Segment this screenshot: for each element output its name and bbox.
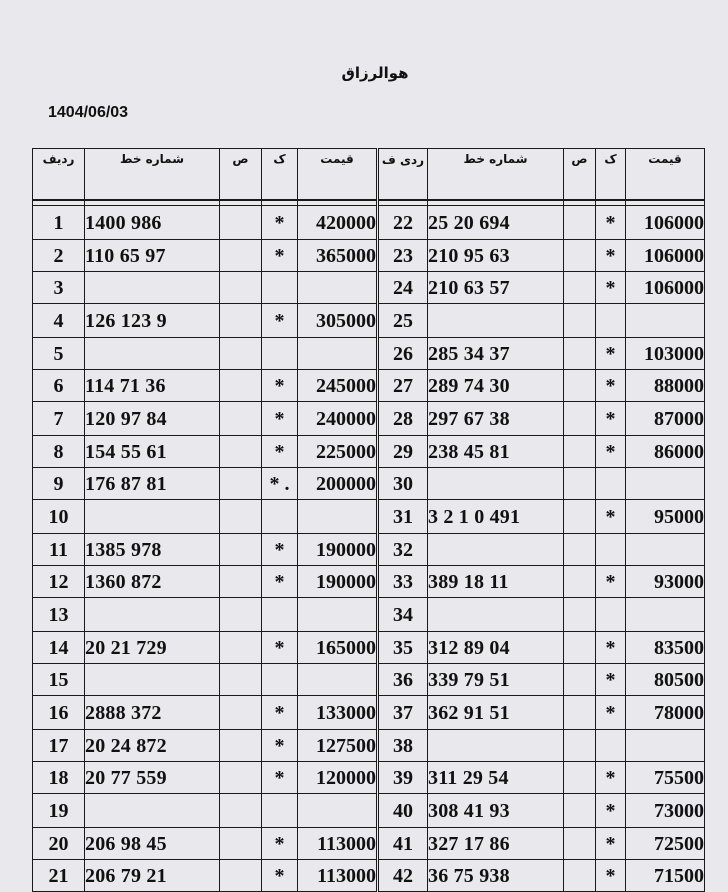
price-right: 88000 [626,370,705,402]
line-number-left: 1385 978 [85,534,220,566]
line-number-right: 289 74 30 [428,370,564,402]
s-cell-left [220,468,262,500]
row-number-right: 32 [378,534,428,566]
row-number-right: 38 [378,730,428,762]
header-k-left: ک [262,149,298,201]
k-mark-right: * [596,566,626,598]
price-right: 75500 [626,762,705,794]
s-cell-left [220,632,262,664]
k-mark-right: * [596,828,626,860]
line-number-left: 20 77 559 [85,762,220,794]
line-number-right: 285 34 37 [428,338,564,370]
k-mark-left: * [262,206,298,240]
line-number-left: 126 123 9 [85,304,220,338]
k-mark-left: * [262,860,298,892]
row-number-left: 19 [33,794,85,828]
s-cell-right [564,500,596,534]
s-cell-right [564,664,596,696]
k-mark-left [262,664,298,696]
document-title: هوالرزاق [341,64,409,82]
s-cell-left [220,794,262,828]
price-right: 106000 [626,272,705,304]
header-price-left: قیمت [298,149,378,201]
line-number-left: 20 24 872 [85,730,220,762]
header-k-right: ک [596,149,626,201]
k-mark-left: * [262,762,298,794]
row-number-right: 34 [378,598,428,632]
line-number-right [428,468,564,500]
price-left: 240000 [298,402,378,436]
row-number-right: 28 [378,402,428,436]
k-mark-left: * [262,696,298,730]
document-date: 1404/06/03 [48,104,129,121]
price-left: 113000 [298,828,378,860]
price-right [626,534,705,566]
s-cell-left [220,402,262,436]
k-mark-right [596,598,626,632]
k-mark-left [262,598,298,632]
table-row [33,730,705,762]
k-mark-left: * [262,240,298,272]
k-mark-left: * [262,566,298,598]
row-number-right: 30 [378,468,428,500]
s-cell-right [564,762,596,794]
line-number-left [85,338,220,370]
line-number-left [85,794,220,828]
line-number-left [85,500,220,534]
price-right: 87000 [626,402,705,436]
table-row [33,860,705,892]
price-left: 133000 [298,696,378,730]
k-mark-left [262,794,298,828]
price-right: 72500 [626,828,705,860]
k-mark-right: * [596,370,626,402]
price-right [626,468,705,500]
price-left: 420000 [298,206,378,240]
table-row [33,762,705,794]
k-mark-right: * [596,402,626,436]
table-row [33,828,705,860]
s-cell-right [564,794,596,828]
row-number-left: 8 [33,436,85,468]
line-number-right: 312 89 04 [428,632,564,664]
line-number-left: 2888 372 [85,696,220,730]
s-cell-right [564,338,596,370]
price-left: 225000 [298,436,378,468]
k-mark-right [596,534,626,566]
row-number-left: 18 [33,762,85,794]
s-cell-left [220,500,262,534]
table-row [33,272,705,304]
line-number-left: 20 21 729 [85,632,220,664]
k-mark-right: * [596,664,626,696]
price-left [298,500,378,534]
row-number-left: 4 [33,304,85,338]
s-cell-left [220,338,262,370]
k-mark-right: * [596,240,626,272]
line-number-right: 311 29 54 [428,762,564,794]
k-mark-left [262,338,298,370]
row-number-right: 39 [378,762,428,794]
row-number-left: 9 [33,468,85,500]
price-left [298,598,378,632]
s-cell-right [564,566,596,598]
row-number-right: 41 [378,828,428,860]
s-cell-right [564,468,596,500]
s-cell-left [220,566,262,598]
s-cell-left [220,730,262,762]
price-left: 127500 [298,730,378,762]
table-row [33,598,705,632]
line-number-right: 339 79 51 [428,664,564,696]
row-number-left: 7 [33,402,85,436]
header-price-right: قیمت [626,149,705,201]
header-s-right: ص [564,149,596,201]
s-cell-left [220,664,262,696]
row-number-right: 37 [378,696,428,730]
line-number-right [428,534,564,566]
price-left: 190000 [298,534,378,566]
k-mark-right: * [596,338,626,370]
row-number-left: 20 [33,828,85,860]
s-cell-left [220,436,262,468]
price-left: 120000 [298,762,378,794]
s-cell-right [564,402,596,436]
price-right: 95000 [626,500,705,534]
price-left [298,338,378,370]
line-number-right: 36 75 938 [428,860,564,892]
s-cell-right [564,240,596,272]
header-line-left: شماره خط [85,149,220,201]
k-mark-right: * [596,794,626,828]
line-number-right: 308 41 93 [428,794,564,828]
s-cell-left [220,762,262,794]
k-mark-left: * [262,402,298,436]
row-number-left: 5 [33,338,85,370]
k-mark-left: * [262,370,298,402]
price-right: 106000 [626,240,705,272]
row-number-right: 35 [378,632,428,664]
row-number-right: 31 [378,500,428,534]
s-cell-left [220,598,262,632]
table-header-row [33,149,705,201]
table-row [33,370,705,402]
row-number-left: 6 [33,370,85,402]
price-right: 93000 [626,566,705,598]
header-row-left: ردیف [33,149,85,201]
k-mark-left [262,272,298,304]
k-mark-left: * [262,730,298,762]
s-cell-left [220,370,262,402]
table-row [33,794,705,828]
line-number-left: 176 87 81 [85,468,220,500]
row-number-right: 26 [378,338,428,370]
s-cell-right [564,632,596,664]
k-mark-right: * [596,860,626,892]
s-cell-left [220,304,262,338]
header-s-left: ص [220,149,262,201]
line-number-right [428,304,564,338]
s-cell-left [220,534,262,566]
k-mark-left: * [262,828,298,860]
k-mark-right: * [596,206,626,240]
table-row [33,402,705,436]
k-mark-right: * [596,436,626,468]
row-number-right: 42 [378,860,428,892]
line-number-left: 206 79 21 [85,860,220,892]
line-number-left: 120 97 84 [85,402,220,436]
price-right [626,730,705,762]
line-number-right: 25 20 694 [428,206,564,240]
price-left: 365000 [298,240,378,272]
price-right: 78000 [626,696,705,730]
row-number-left: 11 [33,534,85,566]
k-mark-right: * [596,762,626,794]
header-row-right: ردی ف [378,149,428,201]
line-number-left: 1360 872 [85,566,220,598]
line-number-left: 1400 986 [85,206,220,240]
row-number-left: 1 [33,206,85,240]
table-row [33,338,705,370]
s-cell-right [564,534,596,566]
line-number-right: 362 91 51 [428,696,564,730]
k-mark-left: * [262,632,298,664]
line-number-right: 210 95 63 [428,240,564,272]
table-row [33,632,705,664]
s-cell-left [220,828,262,860]
price-left [298,272,378,304]
table-row [33,206,705,240]
row-number-right: 23 [378,240,428,272]
k-mark-right: * [596,632,626,664]
s-cell-right [564,860,596,892]
k-mark-right: * [596,500,626,534]
s-cell-right [564,436,596,468]
k-mark-left: * . [262,468,298,500]
s-cell-left [220,272,262,304]
s-cell-left [220,206,262,240]
k-mark-right [596,730,626,762]
price-right [626,304,705,338]
row-number-left: 10 [33,500,85,534]
line-number-right: 389 18 11 [428,566,564,598]
row-number-right: 33 [378,566,428,598]
k-mark-left: * [262,436,298,468]
row-number-left: 16 [33,696,85,730]
row-number-right: 22 [378,206,428,240]
price-right: 86000 [626,436,705,468]
s-cell-right [564,696,596,730]
price-left [298,664,378,696]
price-right: 73000 [626,794,705,828]
price-right: 71500 [626,860,705,892]
s-cell-right [564,828,596,860]
header-line-right: شماره خط [428,149,564,201]
s-cell-right [564,598,596,632]
line-number-left: 114 71 36 [85,370,220,402]
row-number-left: 15 [33,664,85,696]
line-number-right: 297 67 38 [428,402,564,436]
line-number-right [428,730,564,762]
k-mark-right: * [596,272,626,304]
price-right: 80500 [626,664,705,696]
price-left: 305000 [298,304,378,338]
price-right: 106000 [626,206,705,240]
row-number-left: 13 [33,598,85,632]
row-number-left: 21 [33,860,85,892]
price-table [32,148,705,892]
s-cell-right [564,272,596,304]
line-number-left [85,664,220,696]
table-row [33,468,705,500]
s-cell-left [220,696,262,730]
s-cell-left [220,860,262,892]
line-number-right [428,598,564,632]
table-row [33,534,705,566]
table-row [33,664,705,696]
price-right: 83500 [626,632,705,664]
row-number-right: 36 [378,664,428,696]
line-number-left: 110 65 97 [85,240,220,272]
s-cell-right [564,730,596,762]
line-number-right: 327 17 86 [428,828,564,860]
row-number-right: 27 [378,370,428,402]
price-left [298,794,378,828]
line-number-right: 3 2 1 0 491 [428,500,564,534]
line-number-left [85,598,220,632]
row-number-right: 29 [378,436,428,468]
row-number-left: 3 [33,272,85,304]
line-number-right: 210 63 57 [428,272,564,304]
line-number-left [85,272,220,304]
line-number-right: 238 45 81 [428,436,564,468]
row-number-left: 12 [33,566,85,598]
s-cell-right [564,206,596,240]
row-number-right: 25 [378,304,428,338]
k-mark-left: * [262,534,298,566]
table-row [33,696,705,730]
price-left: 190000 [298,566,378,598]
s-cell-left [220,240,262,272]
k-mark-right: * [596,696,626,730]
s-cell-right [564,304,596,338]
price-left: 200000 [298,468,378,500]
price-right [626,598,705,632]
row-number-left: 14 [33,632,85,664]
price-left: 165000 [298,632,378,664]
price-left: 113000 [298,860,378,892]
table-row [33,500,705,534]
row-number-right: 24 [378,272,428,304]
table-row [33,566,705,598]
s-cell-right [564,370,596,402]
table-row [33,304,705,338]
row-number-right: 40 [378,794,428,828]
line-number-left: 154 55 61 [85,436,220,468]
k-mark-right [596,304,626,338]
row-number-left: 17 [33,730,85,762]
line-number-left: 206 98 45 [85,828,220,860]
row-number-left: 2 [33,240,85,272]
table-row [33,240,705,272]
k-mark-right [596,468,626,500]
k-mark-left: * [262,304,298,338]
table-row [33,436,705,468]
price-left: 245000 [298,370,378,402]
price-right: 103000 [626,338,705,370]
k-mark-left [262,500,298,534]
